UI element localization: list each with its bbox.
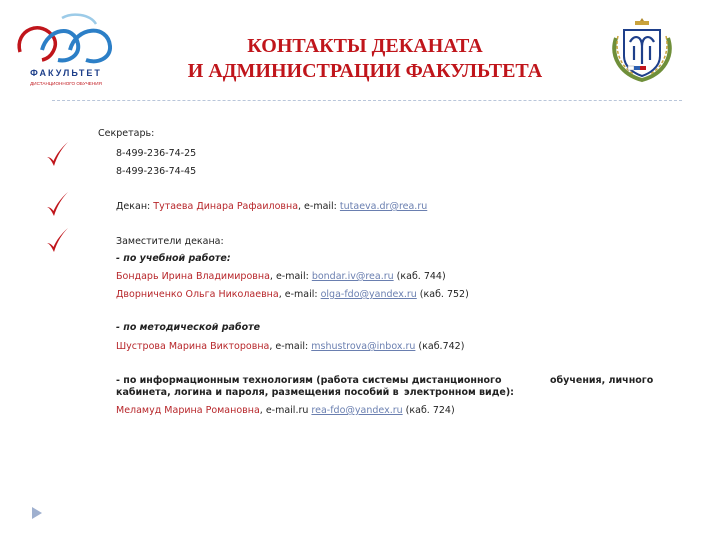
nav-arrow-icon[interactable]	[30, 506, 44, 520]
it-label-line2b: электронном виде):	[404, 387, 514, 398]
phone-2: 8-499-236-74-45	[116, 166, 197, 177]
study2-email-link[interactable]: olga-fdo@yandex.ru	[320, 289, 417, 300]
dean-name: Тутаева Динара Рафаиловна	[153, 201, 299, 212]
study-email-link[interactable]: bondar.iv@rea.ru	[311, 271, 394, 282]
study-label: - по учебной работе:	[116, 253, 231, 264]
study-room: (каб. 744)	[393, 271, 446, 282]
study-email-label: , e-mail:	[269, 271, 312, 282]
method-name: Шустрова Марина Викторовна	[116, 341, 270, 352]
secretary-label: Секретарь:	[98, 128, 155, 139]
phone-1: 8-499-236-74-25	[116, 148, 197, 159]
it-email-link[interactable]: rea-fdo@yandex.ru	[311, 405, 403, 416]
dean-prefix: Декан:	[116, 201, 154, 212]
faculty-logo	[12, 10, 120, 88]
it-name: Меламуд Марина Романовна	[116, 405, 260, 416]
dean-line	[116, 201, 427, 213]
method-room: (каб.742)	[415, 341, 465, 352]
study2-contact	[116, 289, 469, 301]
it-label-line2a: кабинета, логина и пароля, размещения пособий в	[116, 387, 399, 398]
check-icon	[44, 140, 70, 170]
study2-email-label: , e-mail:	[278, 289, 321, 300]
check-icon	[44, 190, 70, 220]
title-line-2: И АДМИНИСТРАЦИИ ФАКУЛЬТЕТА	[187, 60, 543, 82]
it-label-line1-end: обучения, личного	[550, 375, 654, 386]
method-label: - по методической работе	[116, 322, 261, 333]
check-icon	[44, 226, 70, 256]
title-line-1: КОНТАКТЫ ДЕКАНАТА	[247, 35, 483, 57]
study2-name: Дворниченко Ольга Николаевна	[116, 289, 279, 300]
method-email-label: , e-mail:	[269, 341, 312, 352]
study-contact	[116, 271, 446, 283]
deputies-label: Заместители декана:	[116, 236, 224, 247]
page-title	[130, 34, 600, 84]
it-email-label: , e-mail.ru	[259, 405, 312, 416]
dean-email-link[interactable]: tutaeva.dr@rea.ru	[339, 201, 428, 212]
method-email-link[interactable]: mshustrova@inbox.ru	[311, 341, 416, 352]
dean-email-label: , e-mail:	[298, 201, 340, 212]
it-contact	[116, 405, 455, 417]
it-room: (каб. 724)	[402, 405, 455, 416]
logo-subtitle: ДИСТАНЦИОННОГО ОБУЧЕНИЯ	[30, 81, 102, 86]
study2-room: (каб. 752)	[416, 289, 469, 300]
university-emblem	[608, 12, 676, 84]
logo-title: ФАКУЛЬТЕТ	[30, 68, 102, 78]
study-name: Бондарь Ирина Владимировна	[116, 271, 270, 282]
it-label-line1: - по информационным технологиям (работа системы дистанционного	[116, 375, 502, 386]
method-contact	[116, 341, 464, 353]
header-divider	[52, 100, 682, 101]
